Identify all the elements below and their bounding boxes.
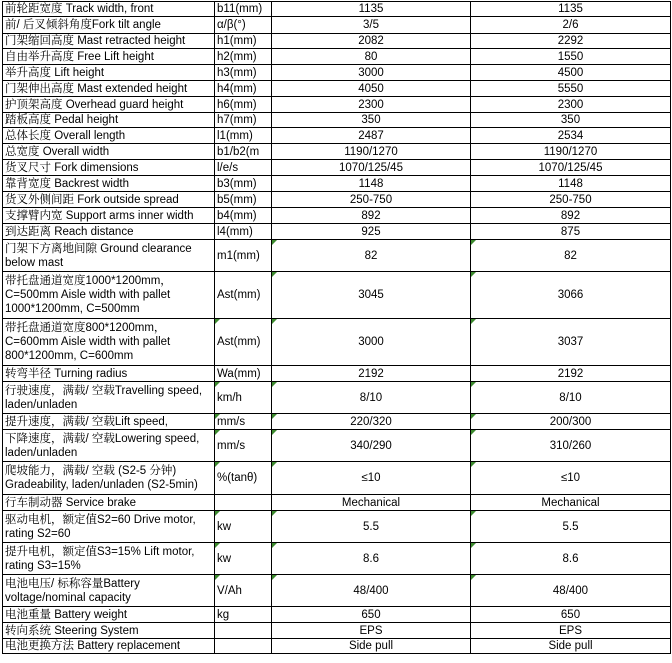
spec-value-2-cell: Side pull	[471, 639, 671, 654]
spec-value-1-cell: 80	[272, 49, 471, 65]
spec-name-cell: 踏板高度 Pedal height	[3, 113, 215, 128]
spec-name-cell: 行车制动器 Service brake	[3, 495, 215, 511]
spec-value-1-cell: Side pull	[272, 639, 471, 654]
spec-value-1-cell: 925	[272, 224, 471, 240]
spec-unit-cell: h1(mm)	[215, 34, 272, 49]
spec-unit-cell: mm/s	[215, 430, 272, 462]
spec-value-2-cell: 1550	[471, 49, 671, 65]
spec-unit-cell: l/e/s	[215, 160, 272, 176]
spec-value-1-cell: 3045	[272, 272, 471, 319]
spec-row	[3, 639, 671, 654]
spec-row	[3, 382, 671, 414]
spec-row	[3, 208, 671, 224]
spec-value-2-cell: 3037	[471, 319, 671, 366]
spec-row	[3, 113, 671, 128]
spec-unit-cell: b5(mm)	[215, 192, 272, 208]
spec-value-2-cell: 4500	[471, 65, 671, 81]
spec-unit-cell: mm/s	[215, 414, 272, 430]
spec-unit-cell: Ast(mm)	[215, 272, 272, 319]
spec-unit-cell	[215, 639, 272, 654]
spec-value-1-cell: 650	[272, 607, 471, 623]
spec-unit-cell: α/β(°)	[215, 17, 272, 34]
spec-row	[3, 192, 671, 208]
spec-row	[3, 17, 671, 34]
spec-unit-cell: h4(mm)	[215, 81, 272, 97]
spec-unit-cell: km/h	[215, 382, 272, 414]
spec-unit-cell: kw	[215, 543, 272, 575]
spec-name-cell: 行驶速度，满载/ 空载Travelling speed, laden/unladen	[3, 382, 215, 414]
spec-value-2-cell: 8.6	[471, 543, 671, 575]
spec-name-cell: 自由举升高度 Free Lift height	[3, 49, 215, 65]
spec-value-2-cell: 200/300	[471, 414, 671, 430]
spec-unit-cell: kw	[215, 511, 272, 543]
spec-name-cell: 货叉尺寸 Fork dimensions	[3, 160, 215, 176]
spec-unit-cell: l1(mm)	[215, 128, 272, 144]
spec-value-1-cell: 1135	[272, 2, 471, 17]
spec-name-cell: 转弯半径 Turning radius	[3, 366, 215, 382]
spec-unit-cell: V/Ah	[215, 575, 272, 607]
spec-value-2-cell: 2300	[471, 97, 671, 113]
spec-value-1-cell: 250-750	[272, 192, 471, 208]
spec-value-1-cell: 2487	[272, 128, 471, 144]
spec-name-cell: 到达距离 Reach distance	[3, 224, 215, 240]
spec-row	[3, 366, 671, 382]
spec-value-2-cell: 2/6	[471, 17, 671, 34]
spec-row	[3, 543, 671, 575]
spec-name-cell: 前轮距宽度 Track width, front	[3, 2, 215, 17]
spec-value-2-cell: 892	[471, 208, 671, 224]
spec-row	[3, 607, 671, 623]
spec-value-1-cell: 2082	[272, 34, 471, 49]
spec-row	[3, 144, 671, 160]
spec-name-cell: 前/ 后叉倾斜角度Fork tilt angle	[3, 17, 215, 34]
spec-unit-cell: h6(mm)	[215, 97, 272, 113]
spec-value-1-cell: 8/10	[272, 382, 471, 414]
spec-value-1-cell: 8.6	[272, 543, 471, 575]
spec-name-cell: 带托盘通道宽度800*1200mm，C=600mm Aisle width with pallet 800*1200mm, C=600mm	[3, 319, 215, 366]
spec-value-2-cell: 2192	[471, 366, 671, 382]
spec-row	[3, 575, 671, 607]
spec-row	[3, 128, 671, 144]
spec-name-cell: 提升电机，额定值S3=15% Lift motor, rating S3=15%	[3, 543, 215, 575]
spec-value-2-cell: 1135	[471, 2, 671, 17]
spec-unit-cell: b3(mm)	[215, 176, 272, 192]
spec-value-2-cell: ≤10	[471, 462, 671, 495]
spec-value-1-cell: EPS	[272, 623, 471, 639]
spec-value-2-cell: 2292	[471, 34, 671, 49]
spec-unit-cell: b4(mm)	[215, 208, 272, 224]
spec-value-2-cell: 650	[471, 607, 671, 623]
spec-row	[3, 65, 671, 81]
spec-name-cell: 总宽度 Overall width	[3, 144, 215, 160]
spec-value-2-cell: 875	[471, 224, 671, 240]
spec-unit-cell: Ast(mm)	[215, 319, 272, 366]
spec-value-1-cell: 350	[272, 113, 471, 128]
spec-unit-cell: b11(mm)	[215, 2, 272, 17]
spec-name-cell: 提升速度，满载/ 空载Lift speed,	[3, 414, 215, 430]
spec-unit-cell: h3(mm)	[215, 65, 272, 81]
spec-row	[3, 495, 671, 511]
spec-value-2-cell: 350	[471, 113, 671, 128]
spec-row	[3, 462, 671, 495]
spec-value-1-cell: 1190/1270	[272, 144, 471, 160]
spec-name-cell: 支撑臂内宽 Support arms inner width	[3, 208, 215, 224]
spec-value-2-cell: 82	[471, 240, 671, 272]
spec-name-cell: 护顶架高度 Overhead guard height	[3, 97, 215, 113]
spec-row	[3, 160, 671, 176]
spec-value-2-cell: 1070/125/45	[471, 160, 671, 176]
spec-value-1-cell: Mechanical	[272, 495, 471, 511]
spec-name-cell: 电池更换方法 Battery replacement	[3, 639, 215, 654]
spec-table	[2, 1, 671, 654]
spec-row	[3, 2, 671, 17]
spec-row	[3, 511, 671, 543]
spec-value-2-cell: 2534	[471, 128, 671, 144]
spec-unit-cell	[215, 623, 272, 639]
spec-unit-cell: m1(mm)	[215, 240, 272, 272]
spec-value-2-cell: 8/10	[471, 382, 671, 414]
spec-value-1-cell: 220/320	[272, 414, 471, 430]
spec-row	[3, 224, 671, 240]
spec-name-cell: 门架伸出高度 Mast extended height	[3, 81, 215, 97]
spec-name-cell: 总体长度 Overall length	[3, 128, 215, 144]
spec-value-1-cell: 3000	[272, 319, 471, 366]
spec-unit-cell	[215, 495, 272, 511]
spec-name-cell: 驱动电机，额定值S2=60 Drive motor, rating S2=60	[3, 511, 215, 543]
spec-value-1-cell: 1148	[272, 176, 471, 192]
spec-value-1-cell: 3/5	[272, 17, 471, 34]
spec-name-cell: 货叉外侧间距 Fork outside spread	[3, 192, 215, 208]
spec-value-1-cell: 1070/125/45	[272, 160, 471, 176]
spec-value-2-cell: 310/260	[471, 430, 671, 462]
spec-unit-cell: Wa(mm)	[215, 366, 272, 382]
spec-name-cell: 电池电压/ 标称容量Battery voltage/nominal capacity	[3, 575, 215, 607]
spec-value-1-cell: 892	[272, 208, 471, 224]
spec-name-cell: 带托盘通道宽度1000*1200mm，C=500mm Aisle width with pallet 1000*1200mm, C=500mm	[3, 272, 215, 319]
spec-value-2-cell: 1148	[471, 176, 671, 192]
spec-row	[3, 176, 671, 192]
spec-unit-cell: kg	[215, 607, 272, 623]
spec-unit-cell: b1/b2(m	[215, 144, 272, 160]
spec-value-1-cell: 4050	[272, 81, 471, 97]
spec-value-2-cell: 48/400	[471, 575, 671, 607]
spec-unit-cell: h7(mm)	[215, 113, 272, 128]
spec-value-1-cell: 2192	[272, 366, 471, 382]
spec-value-2-cell: 1190/1270	[471, 144, 671, 160]
spec-value-2-cell: Mechanical	[471, 495, 671, 511]
spec-row	[3, 240, 671, 272]
spec-value-2-cell: 250-750	[471, 192, 671, 208]
spec-unit-cell: h2(mm)	[215, 49, 272, 65]
spec-name-cell: 爬坡能力，满载/ 空载 (S2-5 分钟) Gradeability, laden/unladen (S2-5min)	[3, 462, 215, 495]
spec-row	[3, 319, 671, 366]
spec-row	[3, 272, 671, 319]
spec-name-cell: 门架缩回高度 Mast retracted height	[3, 34, 215, 49]
spec-value-1-cell: ≤10	[272, 462, 471, 495]
spec-name-cell: 靠背宽度 Backrest width	[3, 176, 215, 192]
spec-name-cell: 举升高度 Lift height	[3, 65, 215, 81]
spec-name-cell: 门架下方离地间隙 Ground clearance below mast	[3, 240, 215, 272]
spec-row	[3, 430, 671, 462]
spec-row	[3, 81, 671, 97]
spec-row	[3, 34, 671, 49]
spec-value-2-cell: EPS	[471, 623, 671, 639]
spec-unit-cell: l4(mm)	[215, 224, 272, 240]
spec-row	[3, 49, 671, 65]
spec-name-cell: 下降速度，满载/ 空载Lowering speed, laden/unladen	[3, 430, 215, 462]
spec-value-2-cell: 5.5	[471, 511, 671, 543]
spec-row	[3, 97, 671, 113]
spec-value-2-cell: 3066	[471, 272, 671, 319]
spec-value-2-cell: 5550	[471, 81, 671, 97]
spec-value-1-cell: 48/400	[272, 575, 471, 607]
spec-value-1-cell: 340/290	[272, 430, 471, 462]
spec-unit-cell: %(tanθ)	[215, 462, 272, 495]
spec-name-cell: 电池重量 Battery weight	[3, 607, 215, 623]
spec-row	[3, 414, 671, 430]
spec-name-cell: 转向系统 Steering System	[3, 623, 215, 639]
spec-value-1-cell: 2300	[272, 97, 471, 113]
spec-value-1-cell: 5.5	[272, 511, 471, 543]
spec-value-1-cell: 82	[272, 240, 471, 272]
spec-value-1-cell: 3000	[272, 65, 471, 81]
spec-row	[3, 623, 671, 639]
